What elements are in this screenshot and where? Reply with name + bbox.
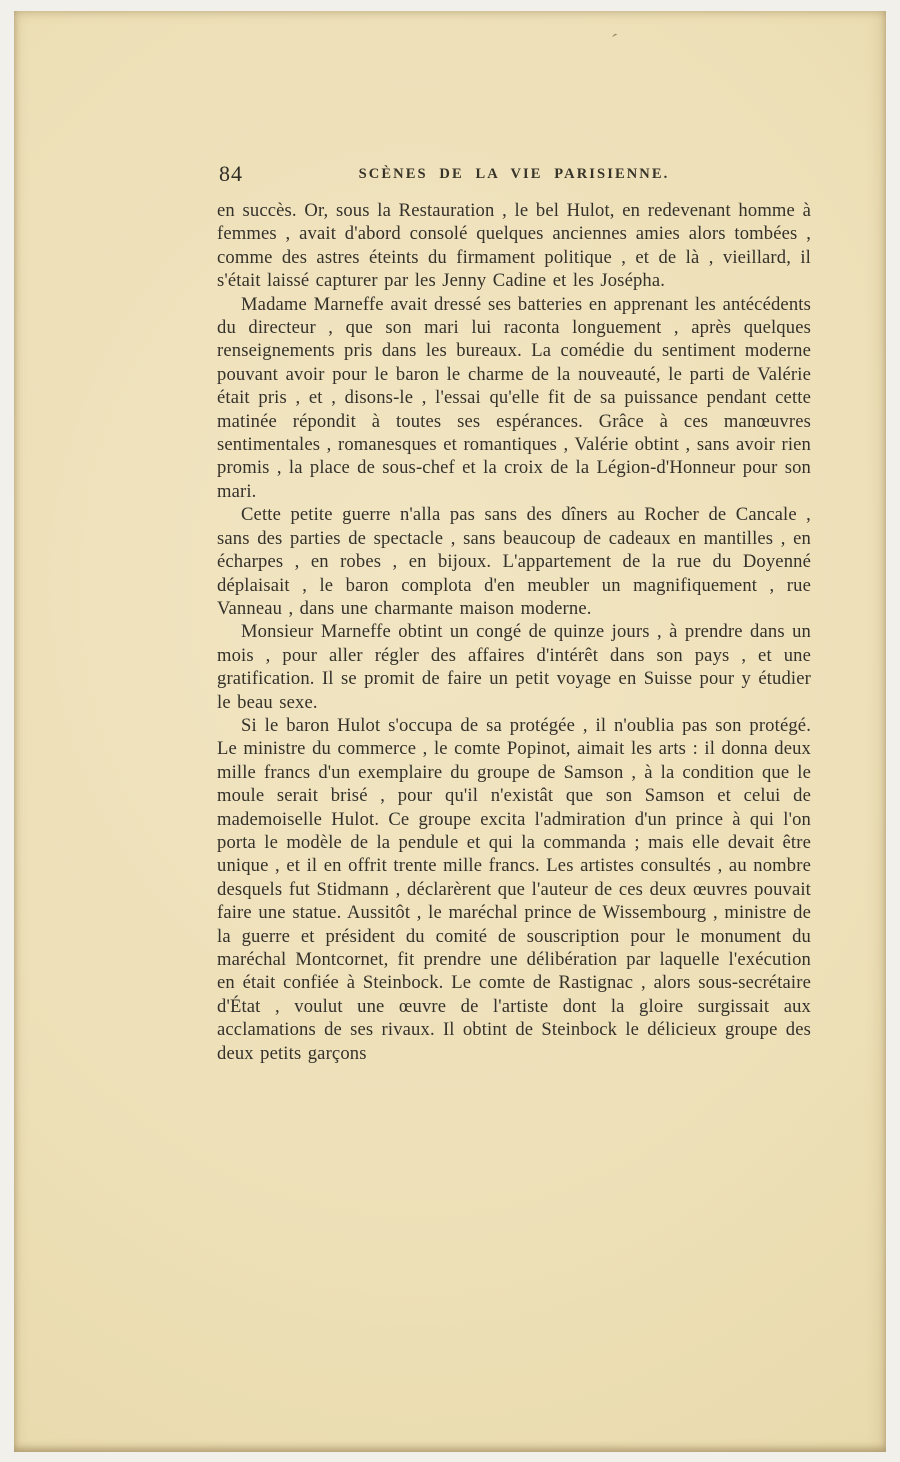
page-header	[217, 160, 811, 196]
scan-artifact-mark: ´	[608, 28, 620, 55]
body-text	[217, 199, 811, 1065]
paragraph: Monsieur Marneffe obtint un congé de quinze jours , à prendre dans un mois , pour aller régler des affaires d'intérêt dans son pays , et une gratification. Il se promit de faire un petit voyage en Suisse pour y étudier le beau sexe.	[217, 621, 811, 713]
text-column	[217, 160, 811, 1065]
running-header: SCÈNES DE LA VIE PARISIENNE.	[358, 166, 670, 182]
paragraph: Madame Marneffe avait dressé ses batteries en apprenant les antécédents du directeur , que son mari lui raconta longuement , après quelques renseignements pris dans les bureaux. La comédie du sentiment moderne pouvant avoir pour le baron le charme de la nouveauté, le parti de Valérie était pris , et , disons-le , l'essai qu'elle fit de sa puissance pendant cette matinée répondit à toutes ses espérances. Grâce à ces manœuvres sentimentales , romanesques et romantiques , Valérie obtint , sans avoir rien promis , la place de sous-chef et la croix de la Légion-d'Honneur pour son mari.	[217, 293, 811, 502]
paragraph: Si le baron Hulot s'occupa de sa protégée , il n'oublia pas son protégé. Le ministre du commerce , le comte Popinot, aimait les arts : il donna deux mille francs d'un exemplaire du groupe de Samson , à la condition que le moule serait brisé , pour qu'il n'existât que son Samson et celui de mademoiselle Hulot. Ce groupe excita l'admiration d'un prince à qui l'on porta le modèle de la pendule et qui la commanda ; mais elle devait être unique , et il en offrit trente mille francs. Les artistes consultés , au nombre desquels fut Stidmann , déclarèrent que l'auteur de ces deux œuvres pouvait faire une statue. Aussitôt , le maréchal prince de Wissembourg , ministre de la guerre et président du comité de souscription pour le monument du maréchal Montcornet, fit prendre une délibération par laquelle l'exécution en était confiée à Steinbock. Le comte de Rastignac , alors sous-secrétaire d'État , voulut une œuvre de l'artiste dont la gloire surgissait aux acclamations de ses rivaux. Il obtint de Steinbock le délicieux groupe des deux petits garçons	[217, 714, 811, 1064]
paragraph: en succès. Or, sous la Restauration , le bel Hulot, en redevenant homme à femmes , avait d'abord consolé quelques anciennes amies alors tombées , comme des astres éteints du firmament politique , et de là , vieillard, il s'était laissé capturer par les Jenny Cadine et les Josépha.	[217, 200, 811, 292]
paper-background	[14, 11, 886, 1452]
page-number: 84	[219, 161, 243, 186]
paragraph: Cette petite guerre n'alla pas sans des dîners au Rocher de Cancale , sans des parties de spectacle , sans beaucoup de cadeaux en mantilles , en écharpes , en robes , en bijoux. L'appartement de la rue du Doyenné déplaisait , le baron complota d'en meubler un magnifiquement , rue Vanneau , dans une charmante maison moderne.	[217, 504, 811, 619]
